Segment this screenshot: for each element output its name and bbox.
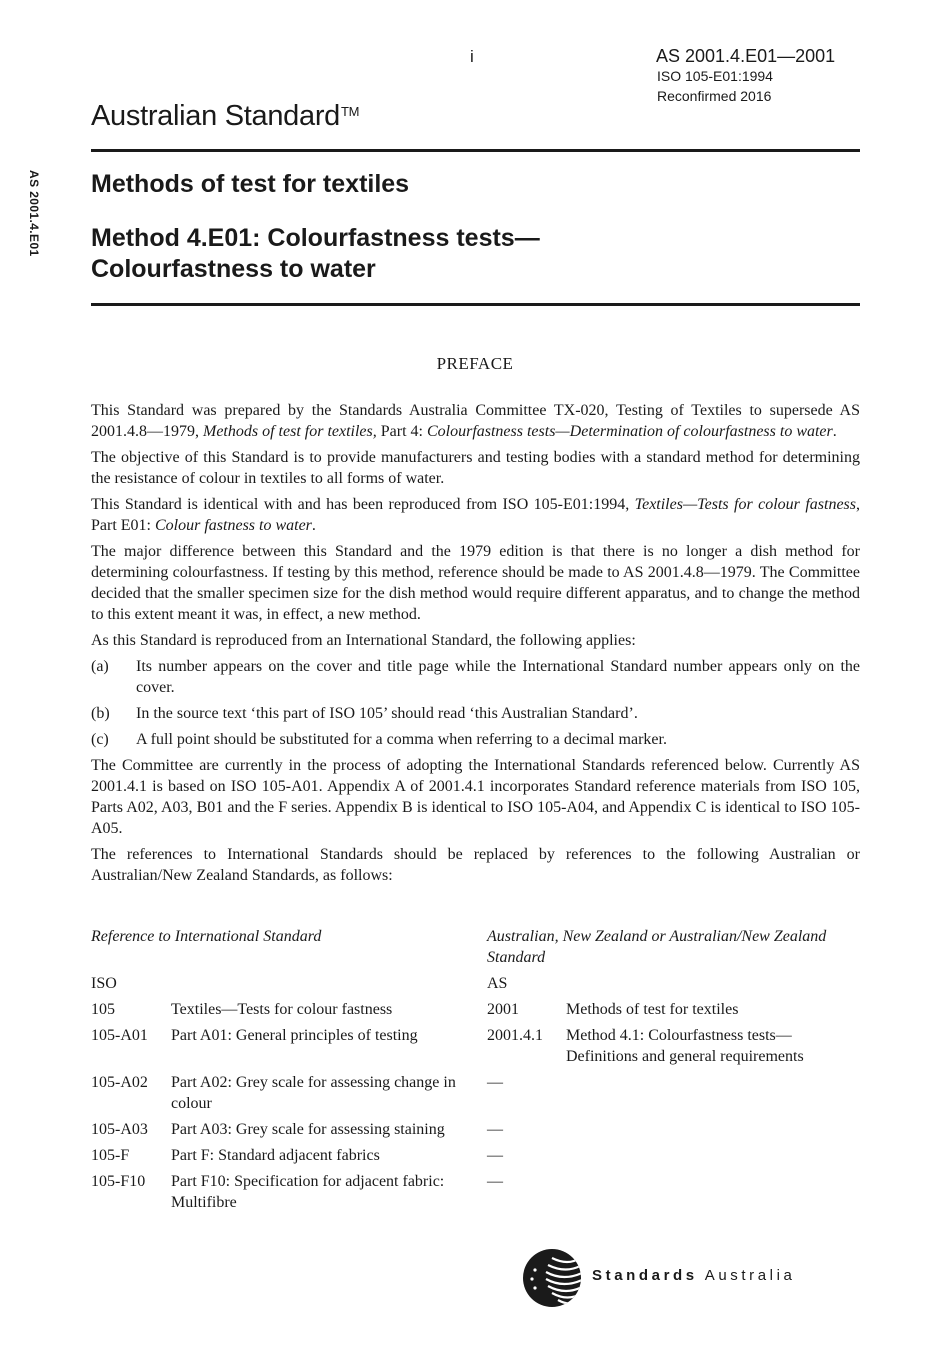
list-text: In the source text ‘this part of ISO 105’ should read ‘this Australian Standard’. <box>136 705 638 722</box>
intl-title: Part F10: Specification for adjacent fabric: Multifibre <box>171 1173 445 1211</box>
preface-body <box>91 400 860 891</box>
left-column-heading: Reference to International Standard <box>91 928 322 945</box>
brand-name: Australian Standard <box>91 100 341 132</box>
table-org-row <box>91 973 860 994</box>
logo-word-standards: Standards <box>592 1267 698 1284</box>
series-title: Methods of test for textiles <box>91 170 410 198</box>
intl-title: Part A03: Grey scale for assessing staining <box>171 1121 445 1138</box>
as-code: 2001.4.1 <box>487 1027 543 1044</box>
preface-paragraph-5: As this Standard is reproduced from an International Standard, the following applies: <box>91 632 636 649</box>
list-text: Its number appears on the cover and title page while the International Standard number appears only on the cover. <box>136 658 860 696</box>
trademark-mark: TM <box>341 104 360 119</box>
p1-end: . <box>832 423 837 440</box>
iso-number: ISO 105-E01:1994 <box>657 68 773 84</box>
preface-heading: PREFACE <box>436 354 514 373</box>
table-row <box>91 1145 860 1166</box>
intl-title: Part F: Standard adjacent fabrics <box>171 1147 380 1164</box>
intl-title: Part A02: Grey scale for assessing change in colour <box>171 1074 456 1112</box>
standard-designation: AS 2001.4.E01—2001 <box>656 46 836 66</box>
p3-italic-title: Textiles—Tests for colour fastness <box>634 496 857 513</box>
table-row <box>91 1025 860 1067</box>
as-title <box>566 1119 860 1140</box>
preface-paragraph-6: The Committee are currently in the process of adopting the International Standards referenced below. Currently AS 2001.4.1 is based on ISO 105-A01. Appendix A of 2001.4.1 incorporates Standard reference materials from ISO 105, Parts A02, A03, B01 and the F series. Appendix B is identical to ISO 105-A04, and Appendix C is identical to ISO 105-A05. <box>91 757 860 837</box>
p1-italic-subtitle: Colourfastness tests—Determination of colourfastness to water <box>426 423 833 440</box>
p3-part: , Part E01: <box>91 496 861 534</box>
top-rule <box>91 149 860 152</box>
as-code: — <box>487 1074 503 1091</box>
as-code: — <box>487 1173 503 1190</box>
p3-text: This Standard is identical with and has been reproduced from ISO 105-E01:1994, <box>91 496 635 513</box>
preface-paragraph-7: The references to International Standards should be replaced by references to the following Australian or Australian/New Zealand Standards, as follows: <box>91 846 860 884</box>
logo-wordmark <box>592 1267 795 1284</box>
intl-title: Part A01: General principles of testing <box>171 1027 418 1044</box>
preface-paragraph-4: The major difference between this Standard and the 1979 edition is that there is no longer a dish method for determining colourfastness. If testing by this method, reference should be made to AS 2001.4.8—1979. The Committee decided that the smaller specimen size for the dish method would require different apparatus, and to change the method to this extent meant it was, in effect, a new method. <box>91 543 860 623</box>
as-title <box>566 1145 860 1166</box>
left-org: ISO <box>91 975 117 992</box>
spine-label: AS 2001.4.E01 <box>27 170 41 257</box>
list-marker: (a) <box>91 658 109 675</box>
as-title: Method 4.1: Colourfastness tests—Definitions and general requirements <box>566 1027 804 1065</box>
intl-code: 105-F10 <box>91 1173 146 1190</box>
method-title-line-2: Colourfastness to water <box>91 255 376 283</box>
intl-code: 105-F <box>91 1147 130 1164</box>
brand-title <box>91 100 359 133</box>
method-title <box>91 223 540 285</box>
intl-code: 105-A01 <box>91 1027 148 1044</box>
preface-paragraph-1 <box>91 400 860 442</box>
list-text: A full point should be substituted for a comma when referring to a decimal marker. <box>136 731 667 748</box>
list-marker: (c) <box>91 731 109 748</box>
table-row <box>91 1072 860 1114</box>
as-code: — <box>487 1121 503 1138</box>
p1-text: This Standard was prepared by the Standards Australia Committee TX-020, Testing of Textiles to supersede AS 2001.4.8—1979, <box>91 402 860 440</box>
as-code: — <box>487 1147 503 1164</box>
right-column-heading: Australian, New Zealand or Australian/New Zealand Standard <box>487 928 827 966</box>
as-title: Methods of test for textiles <box>566 1001 739 1018</box>
bottom-rule <box>91 303 860 306</box>
logo-word-australia: Australia <box>704 1267 796 1284</box>
as-title <box>566 1072 860 1114</box>
intl-title: Textiles—Tests for colour fastness <box>171 1001 393 1018</box>
table-header-row <box>91 926 860 968</box>
table-row <box>91 1119 860 1140</box>
list-item <box>91 703 860 724</box>
p1-italic-title: Methods of test for textiles, <box>203 423 377 440</box>
reference-table <box>91 926 860 1218</box>
as-code: 2001 <box>487 1001 519 1018</box>
p1-part: Part 4: <box>376 423 427 440</box>
page-number: i <box>470 47 474 66</box>
preface-paragraph-2: The objective of this Standard is to provide manufacturers and testing bodies with a standard method for determining the resistance of colour in textiles to all forms of water. <box>91 449 860 487</box>
as-title <box>566 1171 860 1213</box>
p3-italic-subtitle: Colour fastness to water <box>155 517 312 534</box>
intl-code: 105 <box>91 1001 115 1018</box>
table-row <box>91 999 860 1020</box>
intl-code: 105-A03 <box>91 1121 148 1138</box>
p3-end: . <box>311 517 316 534</box>
reconfirmed-note: Reconfirmed 2016 <box>657 88 772 104</box>
method-title-line-1: Method 4.E01: Colourfastness tests— <box>91 224 540 252</box>
list-item <box>91 656 860 698</box>
intl-code: 105-A02 <box>91 1074 148 1091</box>
list-marker: (b) <box>91 705 110 722</box>
table-row <box>91 1171 860 1213</box>
list-item <box>91 729 860 750</box>
preface-paragraph-3 <box>91 494 860 536</box>
right-org: AS <box>487 975 508 992</box>
